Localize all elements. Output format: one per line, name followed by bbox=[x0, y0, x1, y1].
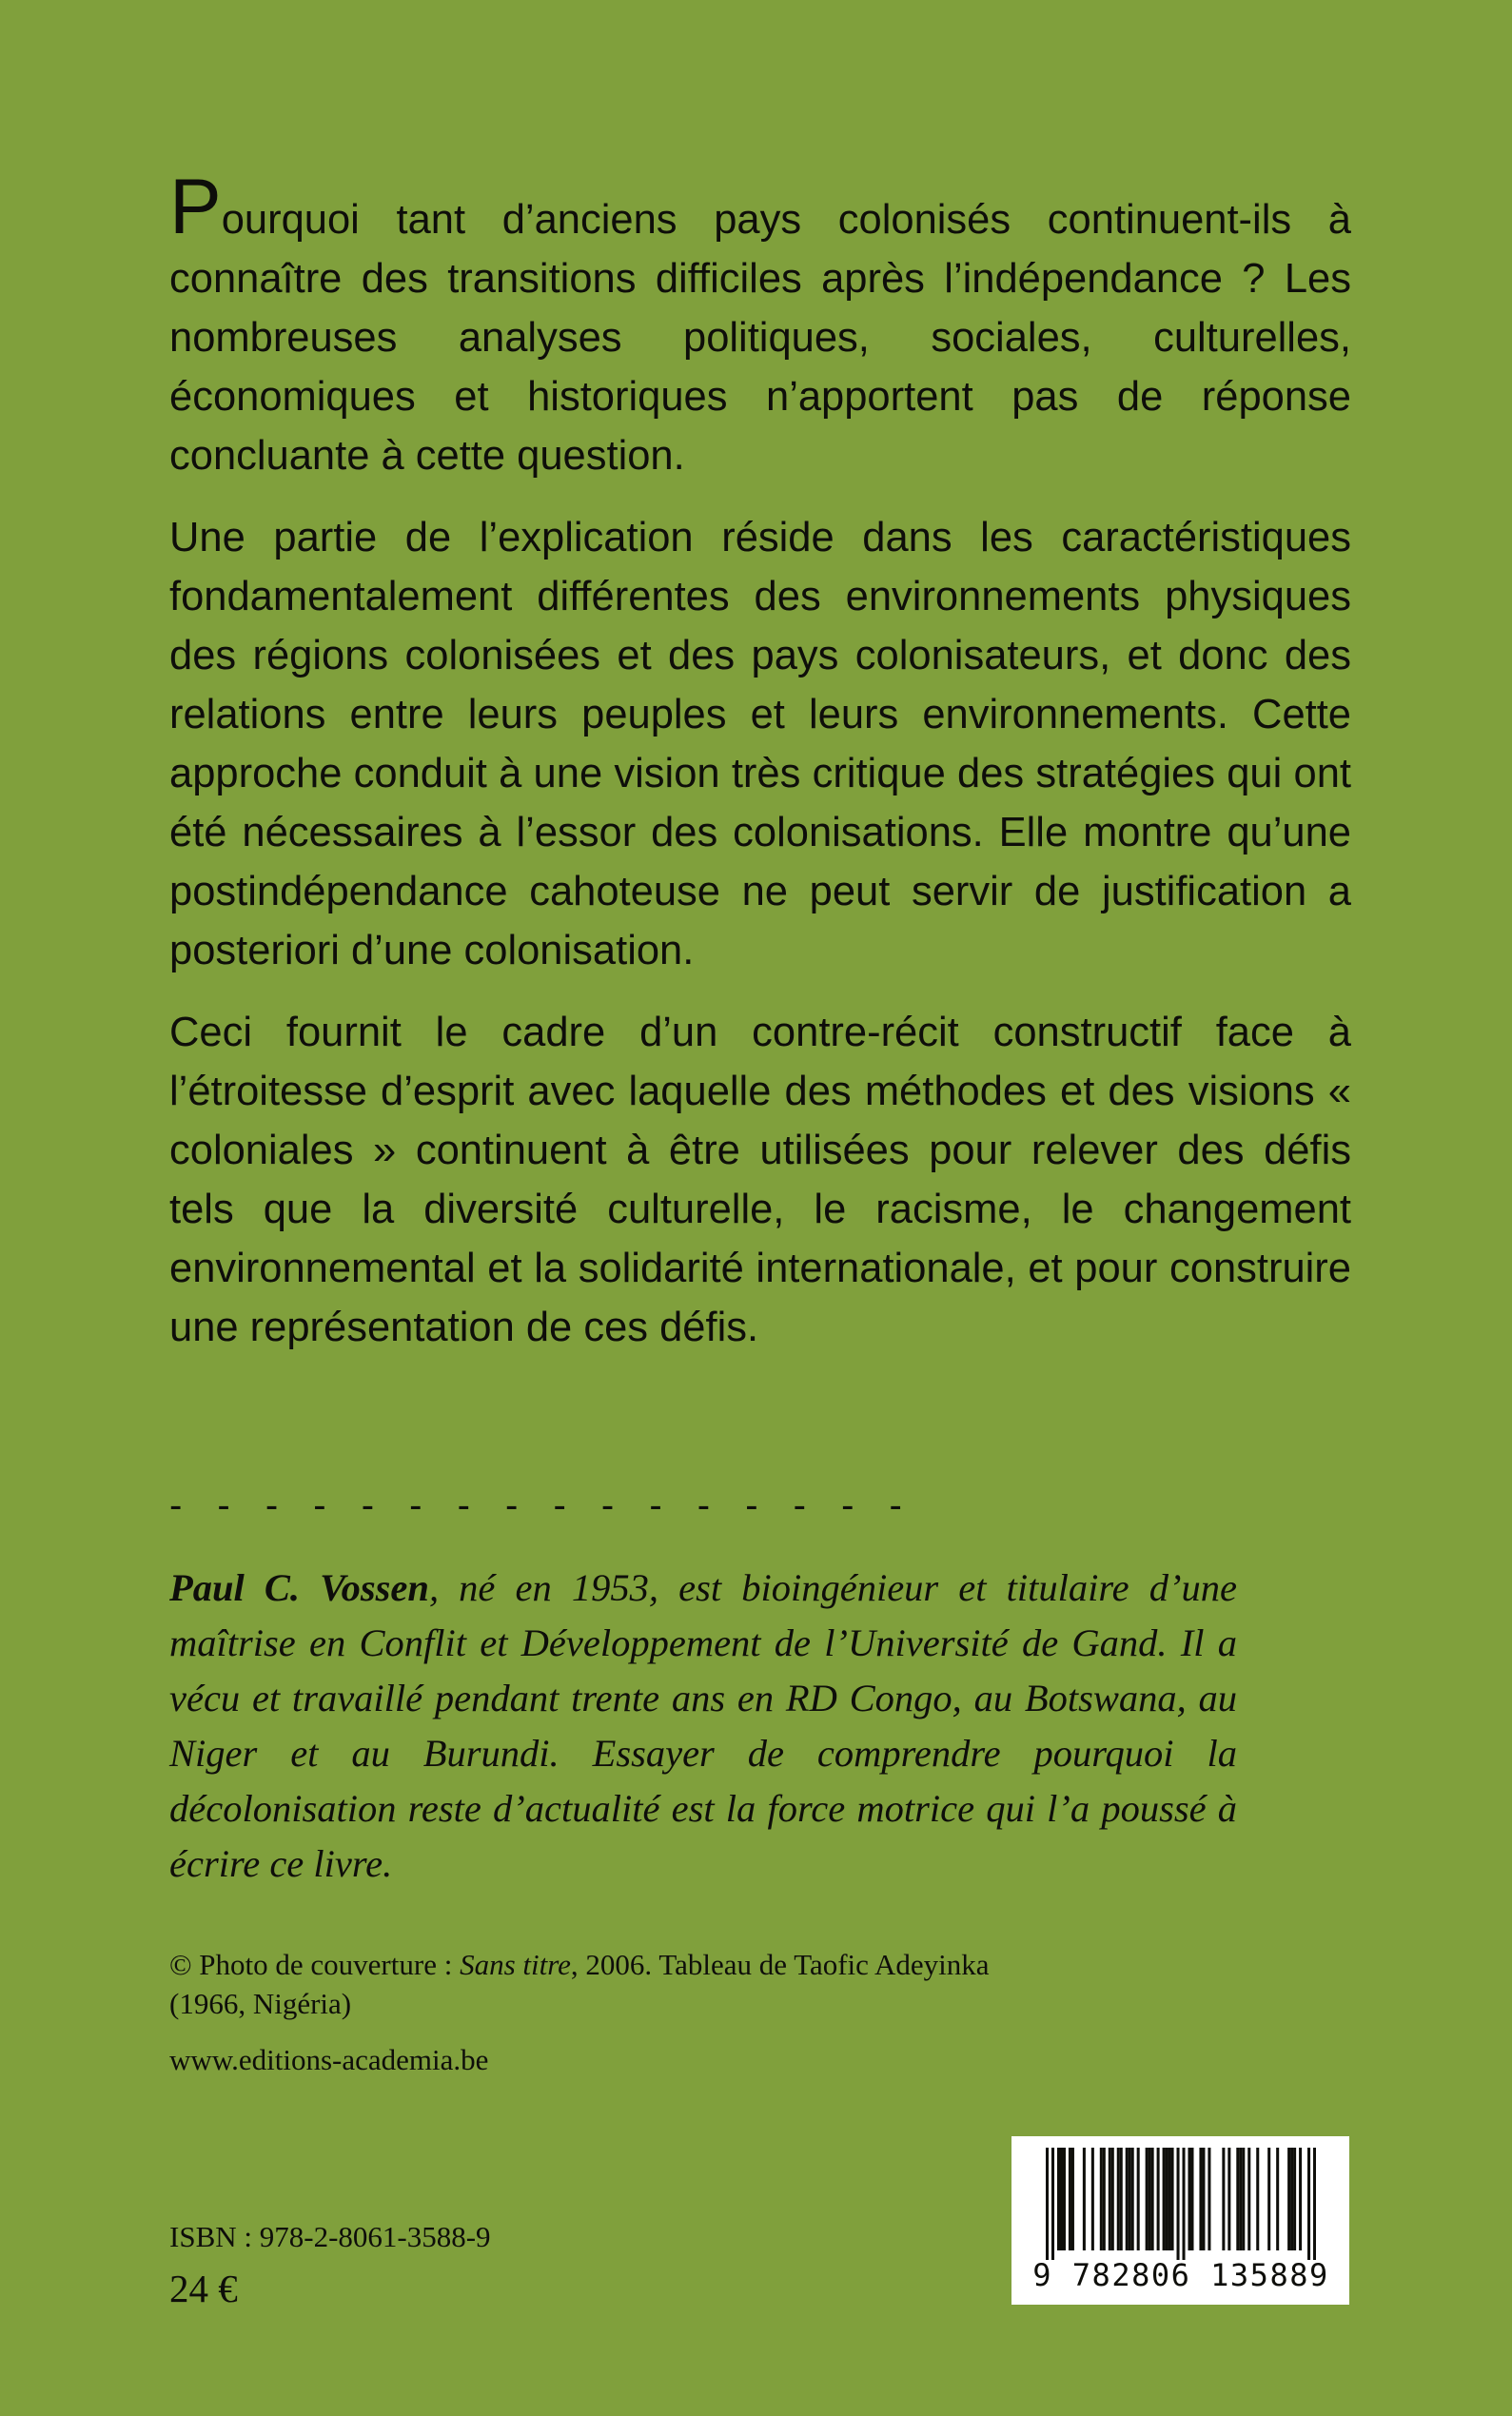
barcode-bar bbox=[1100, 2148, 1103, 2250]
cover-photo-credit bbox=[169, 1945, 1026, 2023]
barcode-bar bbox=[1109, 2148, 1111, 2250]
barcode-bar bbox=[1129, 2148, 1131, 2250]
credit-prefix: © Photo de couverture : bbox=[169, 1948, 461, 1981]
drop-cap: P bbox=[169, 164, 222, 250]
barcode-bar bbox=[1151, 2148, 1154, 2250]
barcode-bar bbox=[1276, 2148, 1279, 2250]
barcode-bar bbox=[1091, 2148, 1094, 2250]
section-separator: - - - - - - - - - - - - - - - - bbox=[169, 1484, 914, 1526]
barcode-bar bbox=[1202, 2148, 1205, 2250]
barcode-bar bbox=[1083, 2148, 1086, 2250]
barcode-bar bbox=[1227, 2148, 1230, 2250]
barcode bbox=[1011, 2136, 1349, 2305]
barcode-bar bbox=[1287, 2148, 1290, 2250]
barcode-bars bbox=[1046, 2148, 1316, 2260]
barcode-bar bbox=[1071, 2148, 1074, 2250]
barcode-bar bbox=[1111, 2148, 1114, 2250]
blurb-paragraph-1-text: ourquoi tant d’anciens pays colonisés continuent-ils à connaître des transitions difficiles après l’indépendance ? Les nombreuses analyses politiques, sociales, culturelles, économiques et historiques n’apportent pas de réponse concluante à cette question. bbox=[169, 197, 1351, 479]
credit-suffix: , 2006. Tableau de Taofic Adeyinka (1966, Nigéria) bbox=[169, 1948, 990, 2020]
barcode-bar bbox=[1137, 2148, 1140, 2250]
barcode-bar bbox=[1188, 2148, 1190, 2250]
barcode-bar bbox=[1290, 2148, 1293, 2250]
barcode-bar bbox=[1222, 2148, 1225, 2250]
barcode-bar bbox=[1247, 2148, 1250, 2250]
barcode-bar bbox=[1126, 2148, 1129, 2250]
barcode-bar bbox=[1166, 2148, 1168, 2250]
barcode-bar bbox=[1182, 2148, 1185, 2260]
barcode-digits: 9 782806 135889 bbox=[1032, 2257, 1329, 2293]
artwork-title: Sans titre bbox=[460, 1948, 571, 1981]
barcode-bar bbox=[1057, 2148, 1060, 2250]
barcode-bar bbox=[1069, 2148, 1071, 2250]
barcode-bar bbox=[1239, 2148, 1242, 2250]
blurb-paragraph-3: Ceci fournit le cadre d’un contre-récit constructif face à l’étroitesse d’esprit avec laquelle des méthodes et des visions « coloniales » continuent à être utilisées pour relever des défis tels que la diversité culturelle, le racisme, le changement environnemental et la solidarité internationale, et pour construire une représentation de ces défis. bbox=[169, 1010, 1351, 1350]
back-cover-blurb bbox=[169, 164, 1351, 1380]
isbn: ISBN : 978-2-8061-3588-9 bbox=[169, 2220, 491, 2253]
barcode-bar bbox=[1256, 2148, 1259, 2250]
author-bio bbox=[169, 1561, 1237, 1892]
barcode-bar bbox=[1146, 2148, 1149, 2250]
barcode-bar bbox=[1063, 2148, 1066, 2250]
barcode-bar bbox=[1199, 2148, 1202, 2250]
barcode-bar bbox=[1046, 2148, 1049, 2260]
blurb-paragraph-2: Une partie de l’explication réside dans les caractéristiques fondamentalement différentes des environnements physiques des régions colonisées et des pays colonisateurs, et donc des relations entre leurs peuples et leurs environnements. Cette approche conduit à une vision très critique des stratégies qui ont été nécessaires à l’essor des colonisations. Elle montre qu’une postindépendance cahoteuse ne peut servir de justification a posteriori d’une colonisation. bbox=[169, 515, 1351, 973]
author-bio-text: , né en 1953, est bioingénieur et titulaire d’une maîtrise en Conflit et Développement de l’Université de Gand. Il a vécu et travaillé pendant trente ans en RD Congo, au Botswana, au Niger et au Burundi. Essayer de comprendre pourquoi la décolonisation reste d’actualité est la force motrice qui l’a poussé à écrire ce livre. bbox=[169, 1566, 1237, 1885]
barcode-bar bbox=[1236, 2148, 1239, 2250]
barcode-bar bbox=[1103, 2148, 1106, 2250]
barcode-bar bbox=[1060, 2148, 1063, 2250]
barcode-bar bbox=[1120, 2148, 1123, 2250]
barcode-bar bbox=[1299, 2148, 1302, 2250]
barcode-bar bbox=[1242, 2148, 1245, 2250]
barcode-bar bbox=[1293, 2148, 1296, 2250]
blurb-paragraph-1 bbox=[169, 164, 1351, 485]
barcode-bar bbox=[1190, 2148, 1193, 2250]
barcode-bar bbox=[1177, 2148, 1180, 2260]
author-name: Paul C. Vossen bbox=[169, 1566, 429, 1609]
barcode-bar bbox=[1171, 2148, 1174, 2250]
barcode-bar bbox=[1163, 2148, 1166, 2250]
barcode-bar bbox=[1267, 2148, 1270, 2250]
publisher-website: www.editions-academia.be bbox=[169, 2043, 489, 2076]
barcode-bar bbox=[1131, 2148, 1134, 2250]
barcode-bar bbox=[1168, 2148, 1171, 2250]
barcode-bar bbox=[1051, 2148, 1054, 2260]
barcode-bar bbox=[1313, 2148, 1316, 2260]
barcode-bar bbox=[1208, 2148, 1210, 2250]
barcode-bar bbox=[1157, 2148, 1160, 2250]
barcode-bar bbox=[1117, 2148, 1120, 2250]
barcode-bar bbox=[1307, 2148, 1310, 2260]
barcode-bar bbox=[1149, 2148, 1151, 2250]
price: 24 € bbox=[169, 2267, 238, 2310]
